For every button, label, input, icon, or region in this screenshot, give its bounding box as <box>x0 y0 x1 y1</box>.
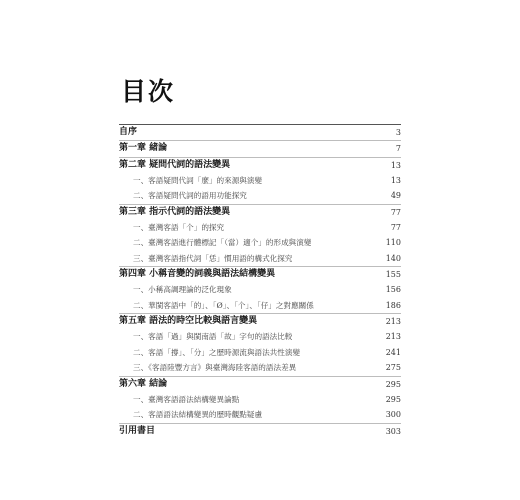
toc-section-entry[interactable] <box>119 298 401 313</box>
toc-page-number: 77 <box>390 223 401 233</box>
toc-page-number: 13 <box>390 176 401 186</box>
toc-section-entry[interactable] <box>119 329 401 344</box>
toc-page-number: 213 <box>385 317 401 327</box>
toc-section-entry[interactable] <box>119 251 401 266</box>
toc-entry-label: 一、臺灣客語「个」的探究 <box>133 223 225 233</box>
toc-entry-label: 一、小稱高調理論的泛化現象 <box>133 285 232 295</box>
toc-page-number: 155 <box>385 270 401 280</box>
toc-section-entry[interactable] <box>119 235 401 250</box>
toc-entry-label: 第五章 語法的時空比較與語言變異 <box>119 316 258 327</box>
toc-chapter-entry[interactable] <box>119 376 401 392</box>
toc-section-entry[interactable] <box>119 392 401 407</box>
toc-page-number: 3 <box>395 128 401 137</box>
toc-page-number: 241 <box>385 347 401 357</box>
toc-page-number: 156 <box>385 285 401 295</box>
toc-chapter-entry[interactable] <box>119 266 401 282</box>
toc-chapter-entry[interactable] <box>119 313 401 329</box>
toc-entry-label: 第四章 小稱音變的詞義與語法結構變異 <box>119 269 276 280</box>
toc-entry-label: 一、客語疑問代詞「麼」的來源與演變 <box>133 176 263 186</box>
toc-entry-label: 二、客語語法結構變異的歷時觀點疑慮 <box>133 410 263 420</box>
toc-page-number: 275 <box>385 363 401 373</box>
toc-entry-label: 第三章 指示代詞的語法變異 <box>119 206 231 217</box>
toc-section-entry[interactable] <box>119 407 401 422</box>
toc-page-number: 300 <box>385 410 401 420</box>
toc-page-number: 13 <box>390 160 401 170</box>
table-of-contents <box>119 124 401 439</box>
toc-chapter-entry[interactable] <box>119 157 401 173</box>
toc-page-number: 303 <box>385 426 401 436</box>
toc-entry-label: 二、客語疑問代詞的語用功能探究 <box>133 191 247 201</box>
toc-entry-label: 二、客語「撐」、「分」之歷時源流與語法共性演變 <box>133 347 301 357</box>
toc-page-number: 7 <box>395 144 401 154</box>
toc-page-number: 186 <box>385 300 401 310</box>
toc-entry-label: 三、臺灣客語指代詞「恁」慣用語的構式化探究 <box>133 253 293 263</box>
toc-entry-label: 一、臺灣客語語法結構變異論點 <box>133 394 240 404</box>
toc-chapter-entry[interactable] <box>119 423 401 439</box>
page-title: 目次 <box>121 77 176 106</box>
toc-section-entry[interactable] <box>119 282 401 297</box>
toc-entry-label: 第二章 疑問代詞的語法變異 <box>119 159 231 170</box>
toc-chapter-entry[interactable] <box>119 140 401 156</box>
toc-page-number: 295 <box>385 379 401 389</box>
toc-page-number: 110 <box>385 238 401 248</box>
toc-entry-label: 自序 <box>119 127 138 137</box>
toc-section-entry[interactable] <box>119 345 401 360</box>
toc-page-number: 49 <box>390 191 401 201</box>
toc-entry-label: 三、《客語陸豐方言》與臺灣海陸客語的語法差異 <box>133 363 297 373</box>
toc-entry-label: 第一章 緒論 <box>119 143 168 154</box>
toc-section-entry[interactable] <box>119 360 401 375</box>
toc-entry-label: 一、客語「過」與閩南語「故」字句的語法比較 <box>133 332 293 342</box>
toc-page-number: 295 <box>385 394 401 404</box>
toc-page-number: 213 <box>385 332 401 342</box>
toc-page-number: 140 <box>385 253 401 263</box>
toc-chapter-entry[interactable] <box>119 124 401 140</box>
toc-section-entry[interactable] <box>119 188 401 203</box>
toc-chapter-entry[interactable] <box>119 204 401 220</box>
toc-entry-label: 二、臺灣客語進行體標記「（當）適个」的形成與演變 <box>133 238 312 248</box>
toc-entry-label: 第六章 結論 <box>119 378 168 389</box>
toc-entry-label: 引用書目 <box>119 425 156 436</box>
toc-section-entry[interactable] <box>119 220 401 235</box>
toc-section-entry[interactable] <box>119 173 401 188</box>
toc-page-number: 77 <box>390 207 401 217</box>
toc-entry-label: 二、華閩客語中「的」、「Ø」、「个」、「仔」之對應關係 <box>133 300 314 310</box>
